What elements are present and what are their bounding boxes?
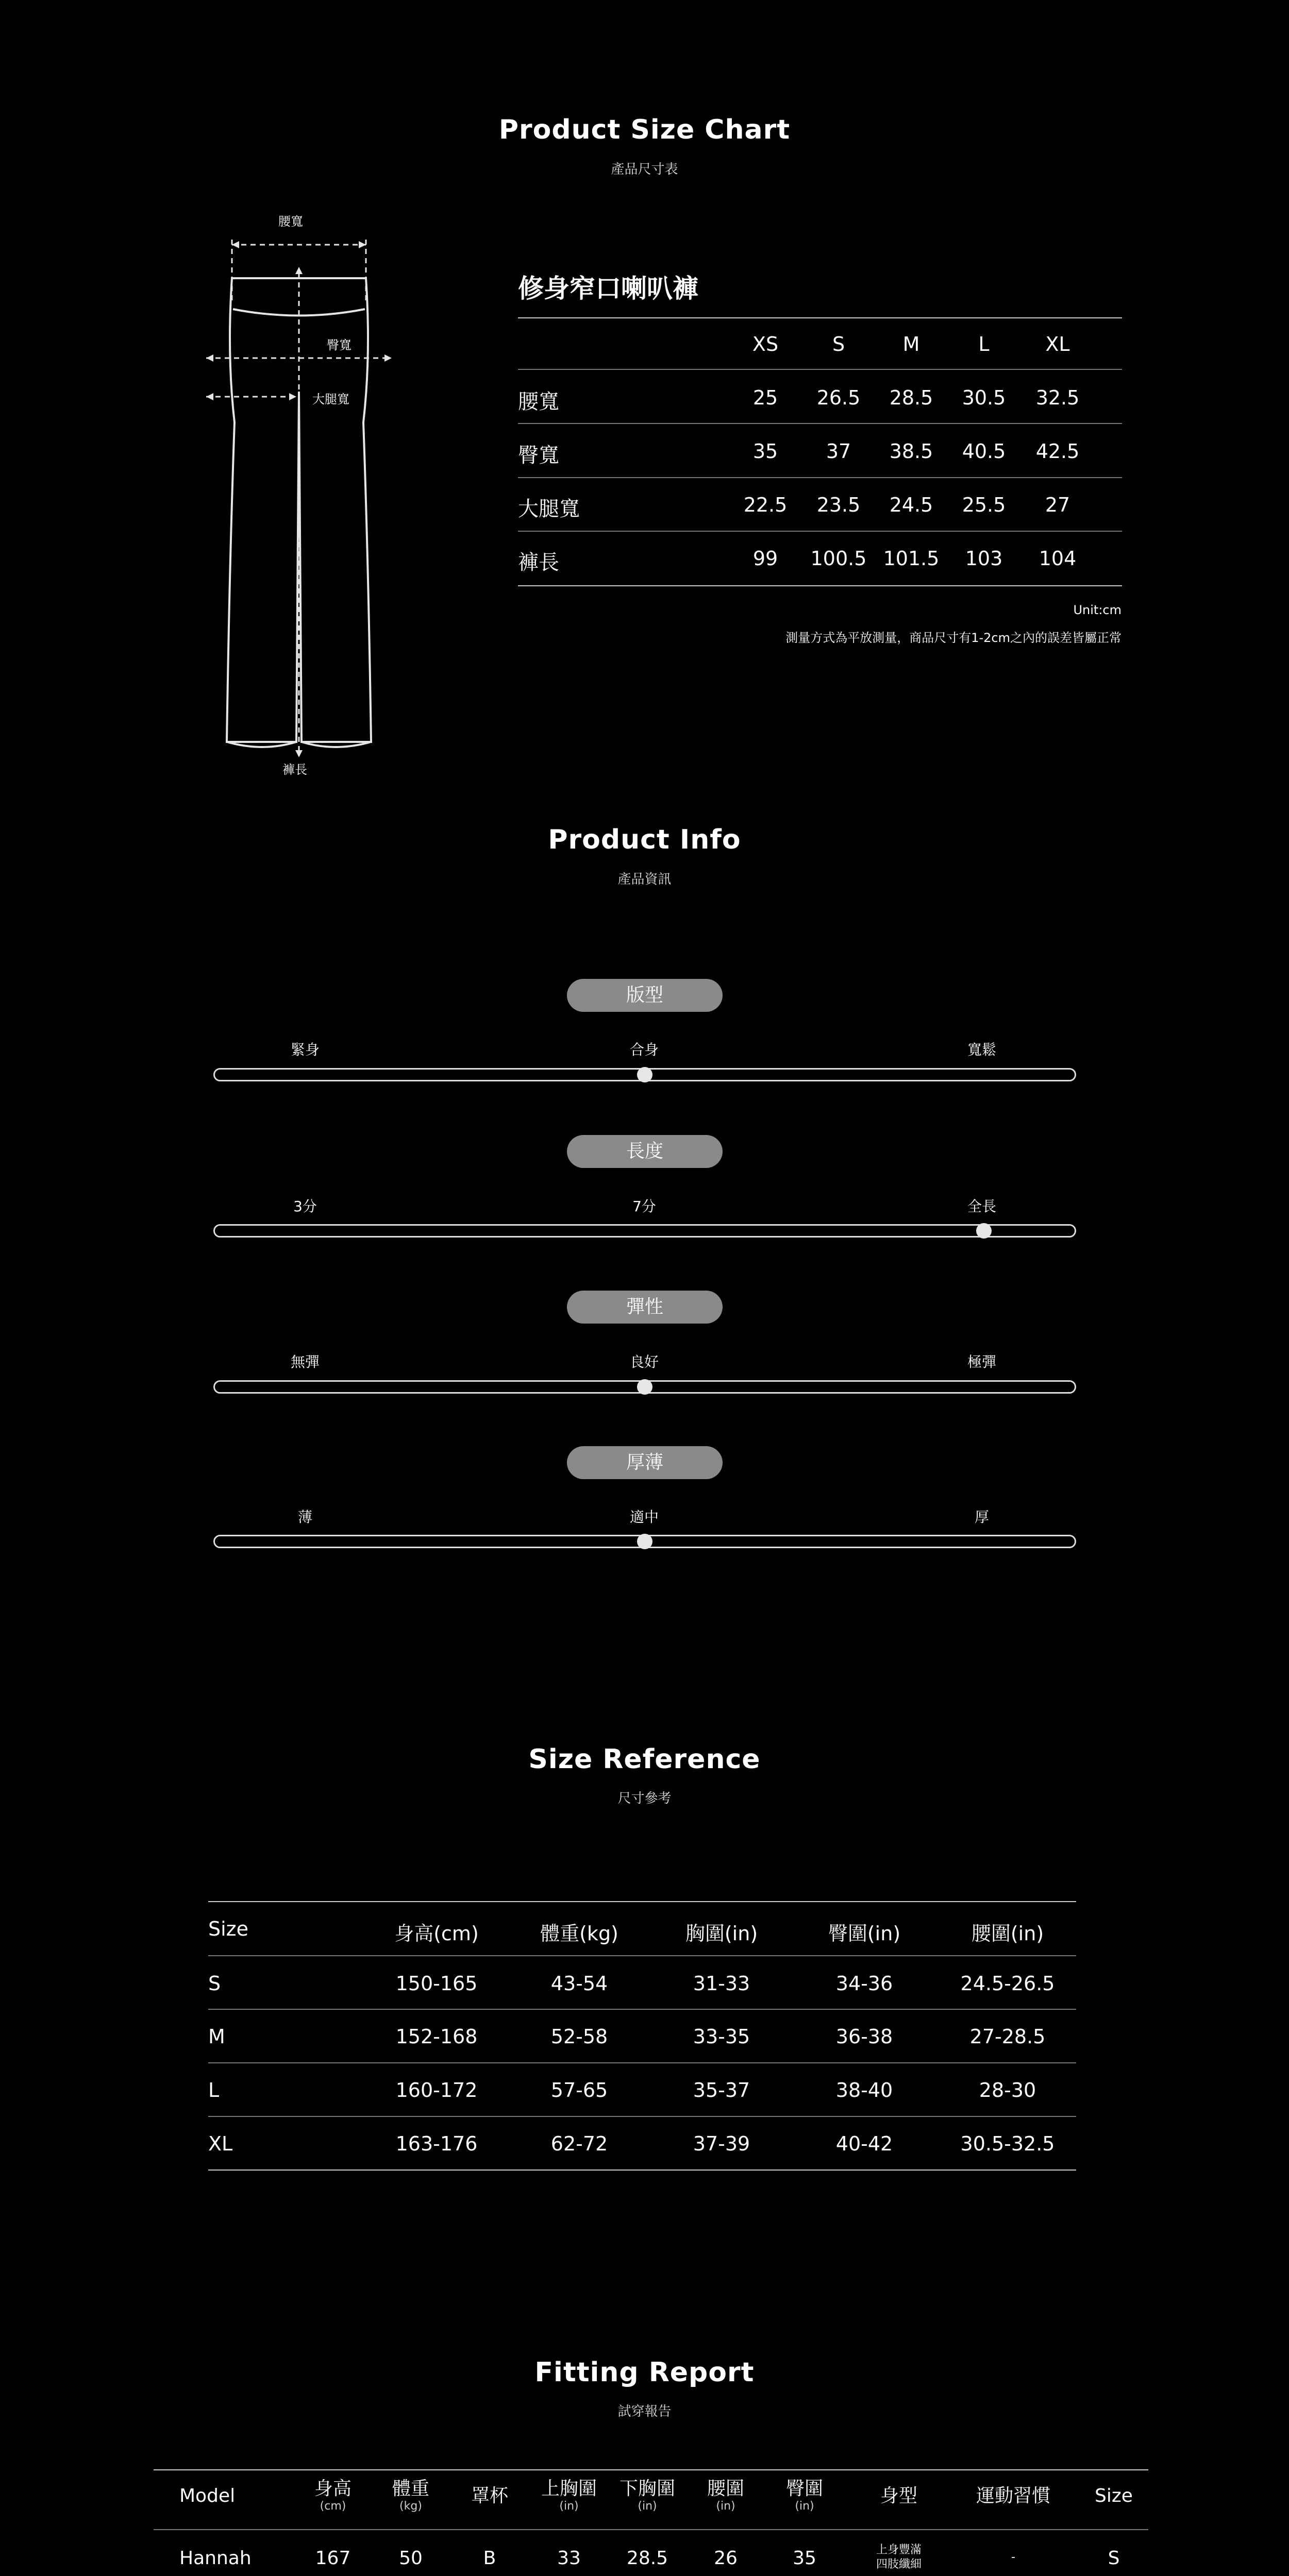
slider-elasticity-right-label: 極彈 xyxy=(967,1353,997,1370)
row-label: 褲長 xyxy=(518,551,559,574)
fitting-report-title: Fitting Report xyxy=(534,2357,755,2388)
table-cell: 28.5 xyxy=(889,386,933,409)
diagram-hip-label: 臀寬 xyxy=(327,338,351,352)
table-cell: 37-39 xyxy=(693,2132,750,2155)
slider-elasticity-title: 彈性 xyxy=(567,1291,723,1324)
table-cell: 33 xyxy=(557,2548,581,2569)
model-name: Hannah xyxy=(179,2548,252,2569)
col-header-under-bust xyxy=(620,2478,675,2513)
slider-length-right-label: 全長 xyxy=(967,1198,997,1215)
table-cell: 38-40 xyxy=(835,2079,893,2102)
slider-fit-right-label: 寬鬆 xyxy=(967,1041,997,1058)
table-cell: 150-165 xyxy=(395,1972,478,1995)
table-cell: 23.5 xyxy=(816,494,861,516)
slider-length-title: 長度 xyxy=(567,1135,723,1168)
slider-thickness-knob xyxy=(637,1534,652,1549)
product-info-subtitle: 產品資訊 xyxy=(617,872,672,887)
product-info-title: Product Info xyxy=(548,824,741,855)
col-header-cup: 罩杯 xyxy=(471,2485,509,2506)
divider xyxy=(518,317,1122,318)
size-chart-title: Product Size Chart xyxy=(498,114,791,145)
table-cell: 40-42 xyxy=(835,2132,893,2155)
body-type: 上身豐滿 四肢纖細 xyxy=(876,2544,922,2571)
row-label: 腰寬 xyxy=(518,390,559,414)
divider xyxy=(518,585,1122,586)
table-cell: XL xyxy=(208,2132,233,2155)
table-cell: 36-38 xyxy=(835,2025,893,2048)
table-cell: 103 xyxy=(965,547,1003,570)
fitting-report-subtitle: 試穿報告 xyxy=(617,2404,672,2419)
table-cell: 38.5 xyxy=(889,440,933,463)
table-cell: 34-36 xyxy=(835,1972,893,1995)
table-cell: 30.5 xyxy=(962,386,1006,409)
size-reference-title: Size Reference xyxy=(528,1744,761,1775)
divider xyxy=(518,423,1122,424)
slider-elasticity-left-label: 無彈 xyxy=(290,1353,320,1370)
divider xyxy=(208,2116,1076,2117)
table-cell: 24.5-26.5 xyxy=(960,1972,1055,1995)
col-header-size: Size xyxy=(1095,2485,1133,2506)
size-col-s: S xyxy=(832,333,845,355)
table-cell: 62-72 xyxy=(550,2132,608,2155)
col-header-model: Model xyxy=(179,2485,236,2506)
slider-thickness-right-label: 厚 xyxy=(974,1509,990,1526)
header-label: 下胸圍 xyxy=(619,2478,676,2499)
table-cell: 101.5 xyxy=(883,547,940,570)
col-header-waist xyxy=(707,2478,744,2513)
exercise-habit: - xyxy=(1011,2551,1015,2564)
col-header: 胸圍(in) xyxy=(685,1922,758,1945)
diagram-thigh-label: 大腿寬 xyxy=(312,392,349,406)
table-cell: 31-33 xyxy=(693,1972,750,1995)
divider xyxy=(208,2062,1076,2063)
table-cell: 52-58 xyxy=(550,2025,608,2048)
slider-thickness-left-label: 薄 xyxy=(297,1509,313,1526)
header-unit: (in) xyxy=(795,2500,814,2513)
table-cell: 26.5 xyxy=(816,386,861,409)
table-cell: 30.5-32.5 xyxy=(960,2132,1055,2155)
table-cell: B xyxy=(483,2548,496,2569)
header-unit: (cm) xyxy=(320,2500,346,2513)
slider-elasticity-knob xyxy=(637,1379,652,1395)
divider xyxy=(208,1955,1076,1956)
header-label: 體重 xyxy=(392,2478,430,2499)
header-unit: (kg) xyxy=(399,2500,422,2513)
header-label: 上胸圍 xyxy=(541,2478,597,2499)
table-cell: 163-176 xyxy=(395,2132,478,2155)
table-cell: M xyxy=(208,2025,225,2048)
header-label: 腰圍 xyxy=(707,2478,745,2499)
header-label: 身高 xyxy=(314,2478,352,2499)
table-cell: 42.5 xyxy=(1035,440,1080,463)
slider-fit-knob xyxy=(637,1067,652,1082)
size-col-m: M xyxy=(902,333,920,355)
col-header-weight xyxy=(392,2478,429,2513)
table-cell: 43-54 xyxy=(550,1972,608,1995)
divider xyxy=(518,531,1122,532)
header-unit: (in) xyxy=(716,2500,735,2513)
col-header-hip xyxy=(786,2478,823,2513)
table-cell: 160-172 xyxy=(395,2079,478,2102)
header-unit: (in) xyxy=(638,2500,657,2513)
table-cell: 104 xyxy=(1039,547,1077,570)
col-header: Size xyxy=(208,1918,249,1940)
table-cell: 37 xyxy=(826,440,851,463)
divider xyxy=(154,2529,1148,2530)
table-cell: 25.5 xyxy=(962,494,1006,516)
table-cell: 27 xyxy=(1045,494,1070,516)
col-header: 臀圍(in) xyxy=(828,1922,901,1945)
slider-length-mid-label: 7分 xyxy=(632,1198,656,1215)
table-cell: 167 xyxy=(315,2548,351,2569)
table-cell: 22.5 xyxy=(743,494,788,516)
size-col-l: L xyxy=(978,333,990,355)
col-header-upper-bust xyxy=(541,2478,597,2513)
table-cell: 35-37 xyxy=(693,2079,750,2102)
col-header: 身高(cm) xyxy=(394,1922,479,1945)
table-cell: 27-28.5 xyxy=(969,2025,1046,2048)
divider xyxy=(154,2469,1148,2470)
measure-note: 測量方式為平放測量，商品尺寸有1-2cm之內的誤差皆屬正常 xyxy=(785,631,1121,645)
divider xyxy=(518,369,1122,370)
table-cell: S xyxy=(208,1972,221,1995)
table-cell: 152-168 xyxy=(395,2025,478,2048)
header-unit: (in) xyxy=(559,2500,579,2513)
table-cell: 28-30 xyxy=(979,2079,1036,2102)
table-cell: S xyxy=(1108,2548,1120,2569)
table-cell: 28.5 xyxy=(626,2548,668,2569)
slider-fit-title: 版型 xyxy=(567,979,723,1012)
table-cell: 35 xyxy=(793,2548,816,2569)
col-header-body-type: 身型 xyxy=(880,2485,918,2506)
slider-length-left-label: 3分 xyxy=(293,1198,317,1215)
table-cell: 24.5 xyxy=(889,494,933,516)
size-reference-subtitle: 尺寸參考 xyxy=(617,1791,672,1806)
pants-diagram xyxy=(196,206,402,783)
table-cell: 50 xyxy=(399,2548,423,2569)
size-col-xl: XL xyxy=(1045,333,1070,355)
table-cell: 99 xyxy=(752,547,778,570)
unit-label: Unit:cm xyxy=(1073,603,1121,617)
table-cell: 57-65 xyxy=(550,2079,608,2102)
slider-fit-mid-label: 合身 xyxy=(629,1041,659,1058)
table-cell: 35 xyxy=(752,440,778,463)
row-label: 大腿寬 xyxy=(518,497,580,521)
size-col-xs: XS xyxy=(752,333,779,355)
slider-elasticity-mid-label: 良好 xyxy=(629,1353,659,1370)
row-label: 臀寬 xyxy=(518,444,559,467)
header-label: 臀圍 xyxy=(785,2478,824,2499)
col-header: 體重(kg) xyxy=(540,1922,618,1945)
col-header-height xyxy=(314,2478,351,2513)
divider xyxy=(208,1901,1076,1902)
table-cell: 26 xyxy=(714,2548,738,2569)
diagram-length-label: 褲長 xyxy=(282,762,307,777)
table-cell: L xyxy=(208,2079,220,2102)
slider-thickness-mid-label: 適中 xyxy=(629,1509,659,1526)
table-cell: 32.5 xyxy=(1035,386,1080,409)
product-name: 修身窄口喇叭褲 xyxy=(518,274,698,303)
slider-length-track xyxy=(213,1224,1076,1238)
slider-thickness-title: 厚薄 xyxy=(567,1446,723,1479)
slider-fit-left-label: 緊身 xyxy=(290,1041,320,1058)
col-header: 腰圍(in) xyxy=(971,1922,1044,1945)
table-cell: 25 xyxy=(752,386,778,409)
divider xyxy=(208,2009,1076,2010)
divider xyxy=(518,477,1122,478)
table-cell: 100.5 xyxy=(810,547,867,570)
table-cell: 40.5 xyxy=(962,440,1006,463)
divider xyxy=(208,2170,1076,2171)
diagram-waist-label: 腰寬 xyxy=(278,214,303,229)
col-header-exercise: 運動習慣 xyxy=(976,2485,1051,2506)
size-chart-subtitle: 產品尺寸表 xyxy=(611,162,678,177)
table-cell: 33-35 xyxy=(693,2025,750,2048)
